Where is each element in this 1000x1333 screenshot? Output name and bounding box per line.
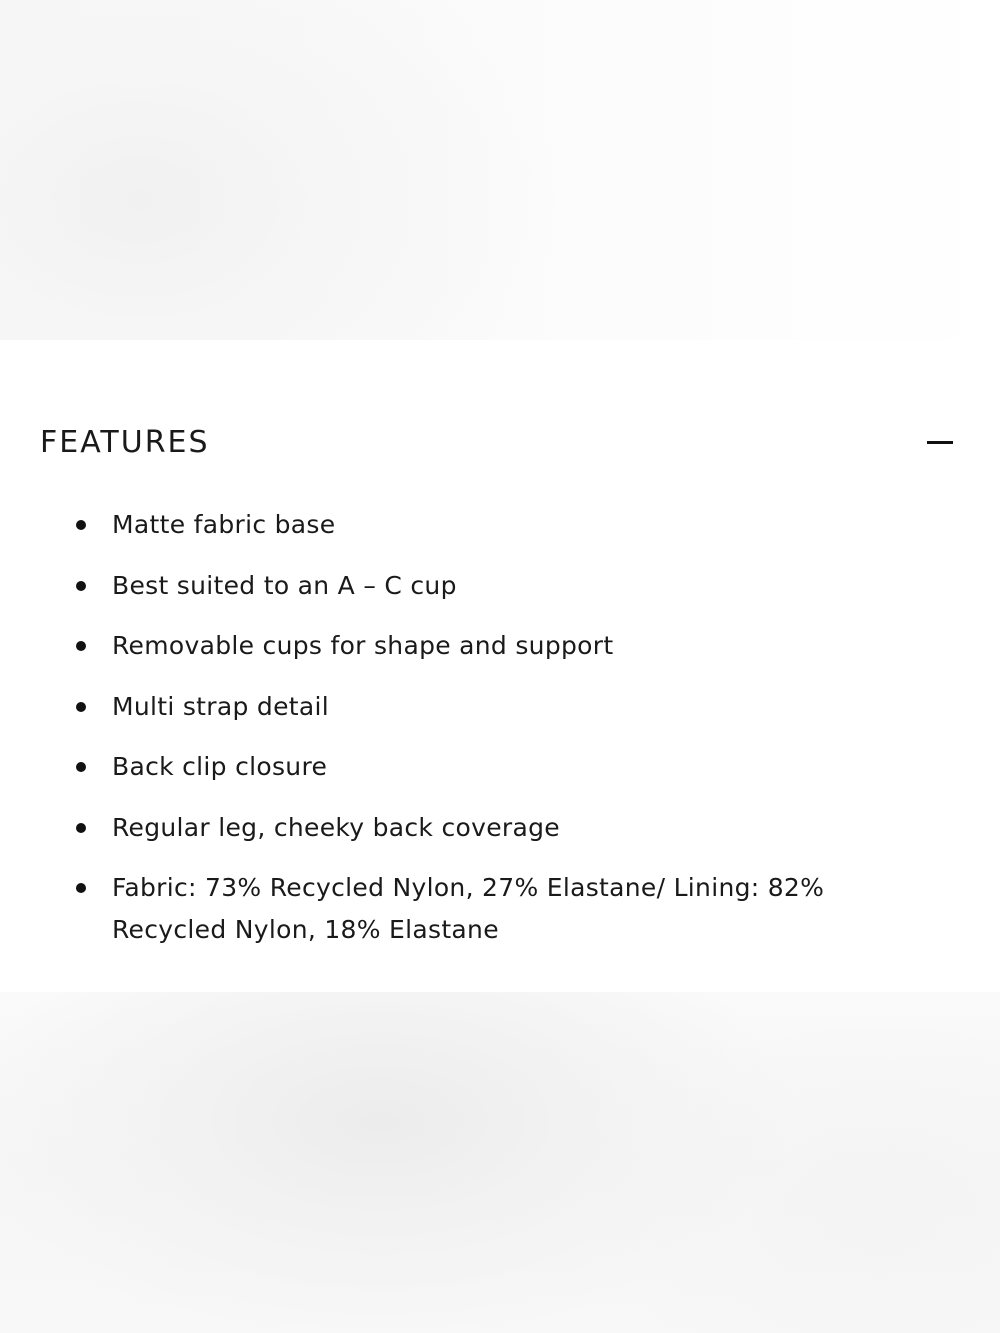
features-title: FEATURES — [40, 424, 210, 460]
feature-item — [112, 625, 882, 667]
bullet-icon — [76, 641, 86, 651]
feature-text: Multi strap detail — [112, 691, 329, 721]
bullet-icon — [76, 762, 86, 772]
feature-item — [112, 746, 882, 788]
product-image-bottom — [0, 992, 1000, 1333]
bullet-icon — [76, 520, 86, 530]
feature-item — [112, 867, 882, 951]
bullet-icon — [76, 883, 86, 893]
bullet-icon — [76, 823, 86, 833]
feature-text: Back clip closure — [112, 752, 328, 781]
product-image-top — [0, 0, 1000, 340]
bullet-icon — [76, 581, 86, 591]
minus-icon — [927, 441, 953, 444]
feature-item — [112, 565, 882, 607]
feature-text: Fabric: 73% Recycled Nylon, 27% Elastane/ Lining: 82% Recycled Nylon, 18% Elastane — [112, 873, 825, 944]
feature-text: Removable cups for shape and support — [112, 631, 614, 660]
feature-text: Best suited to an A – C cup — [112, 570, 457, 600]
feature-text: Matte fabric base — [112, 510, 336, 539]
features-accordion-header[interactable] — [40, 420, 955, 464]
feature-text: Regular leg, cheeky back coverage — [112, 812, 560, 842]
feature-item — [112, 504, 882, 546]
feature-item — [112, 686, 882, 728]
bullet-icon — [76, 702, 86, 712]
feature-item — [112, 807, 882, 849]
feature-list — [112, 504, 882, 970]
features-accordion — [0, 340, 1000, 992]
collapse-button[interactable] — [925, 427, 955, 457]
